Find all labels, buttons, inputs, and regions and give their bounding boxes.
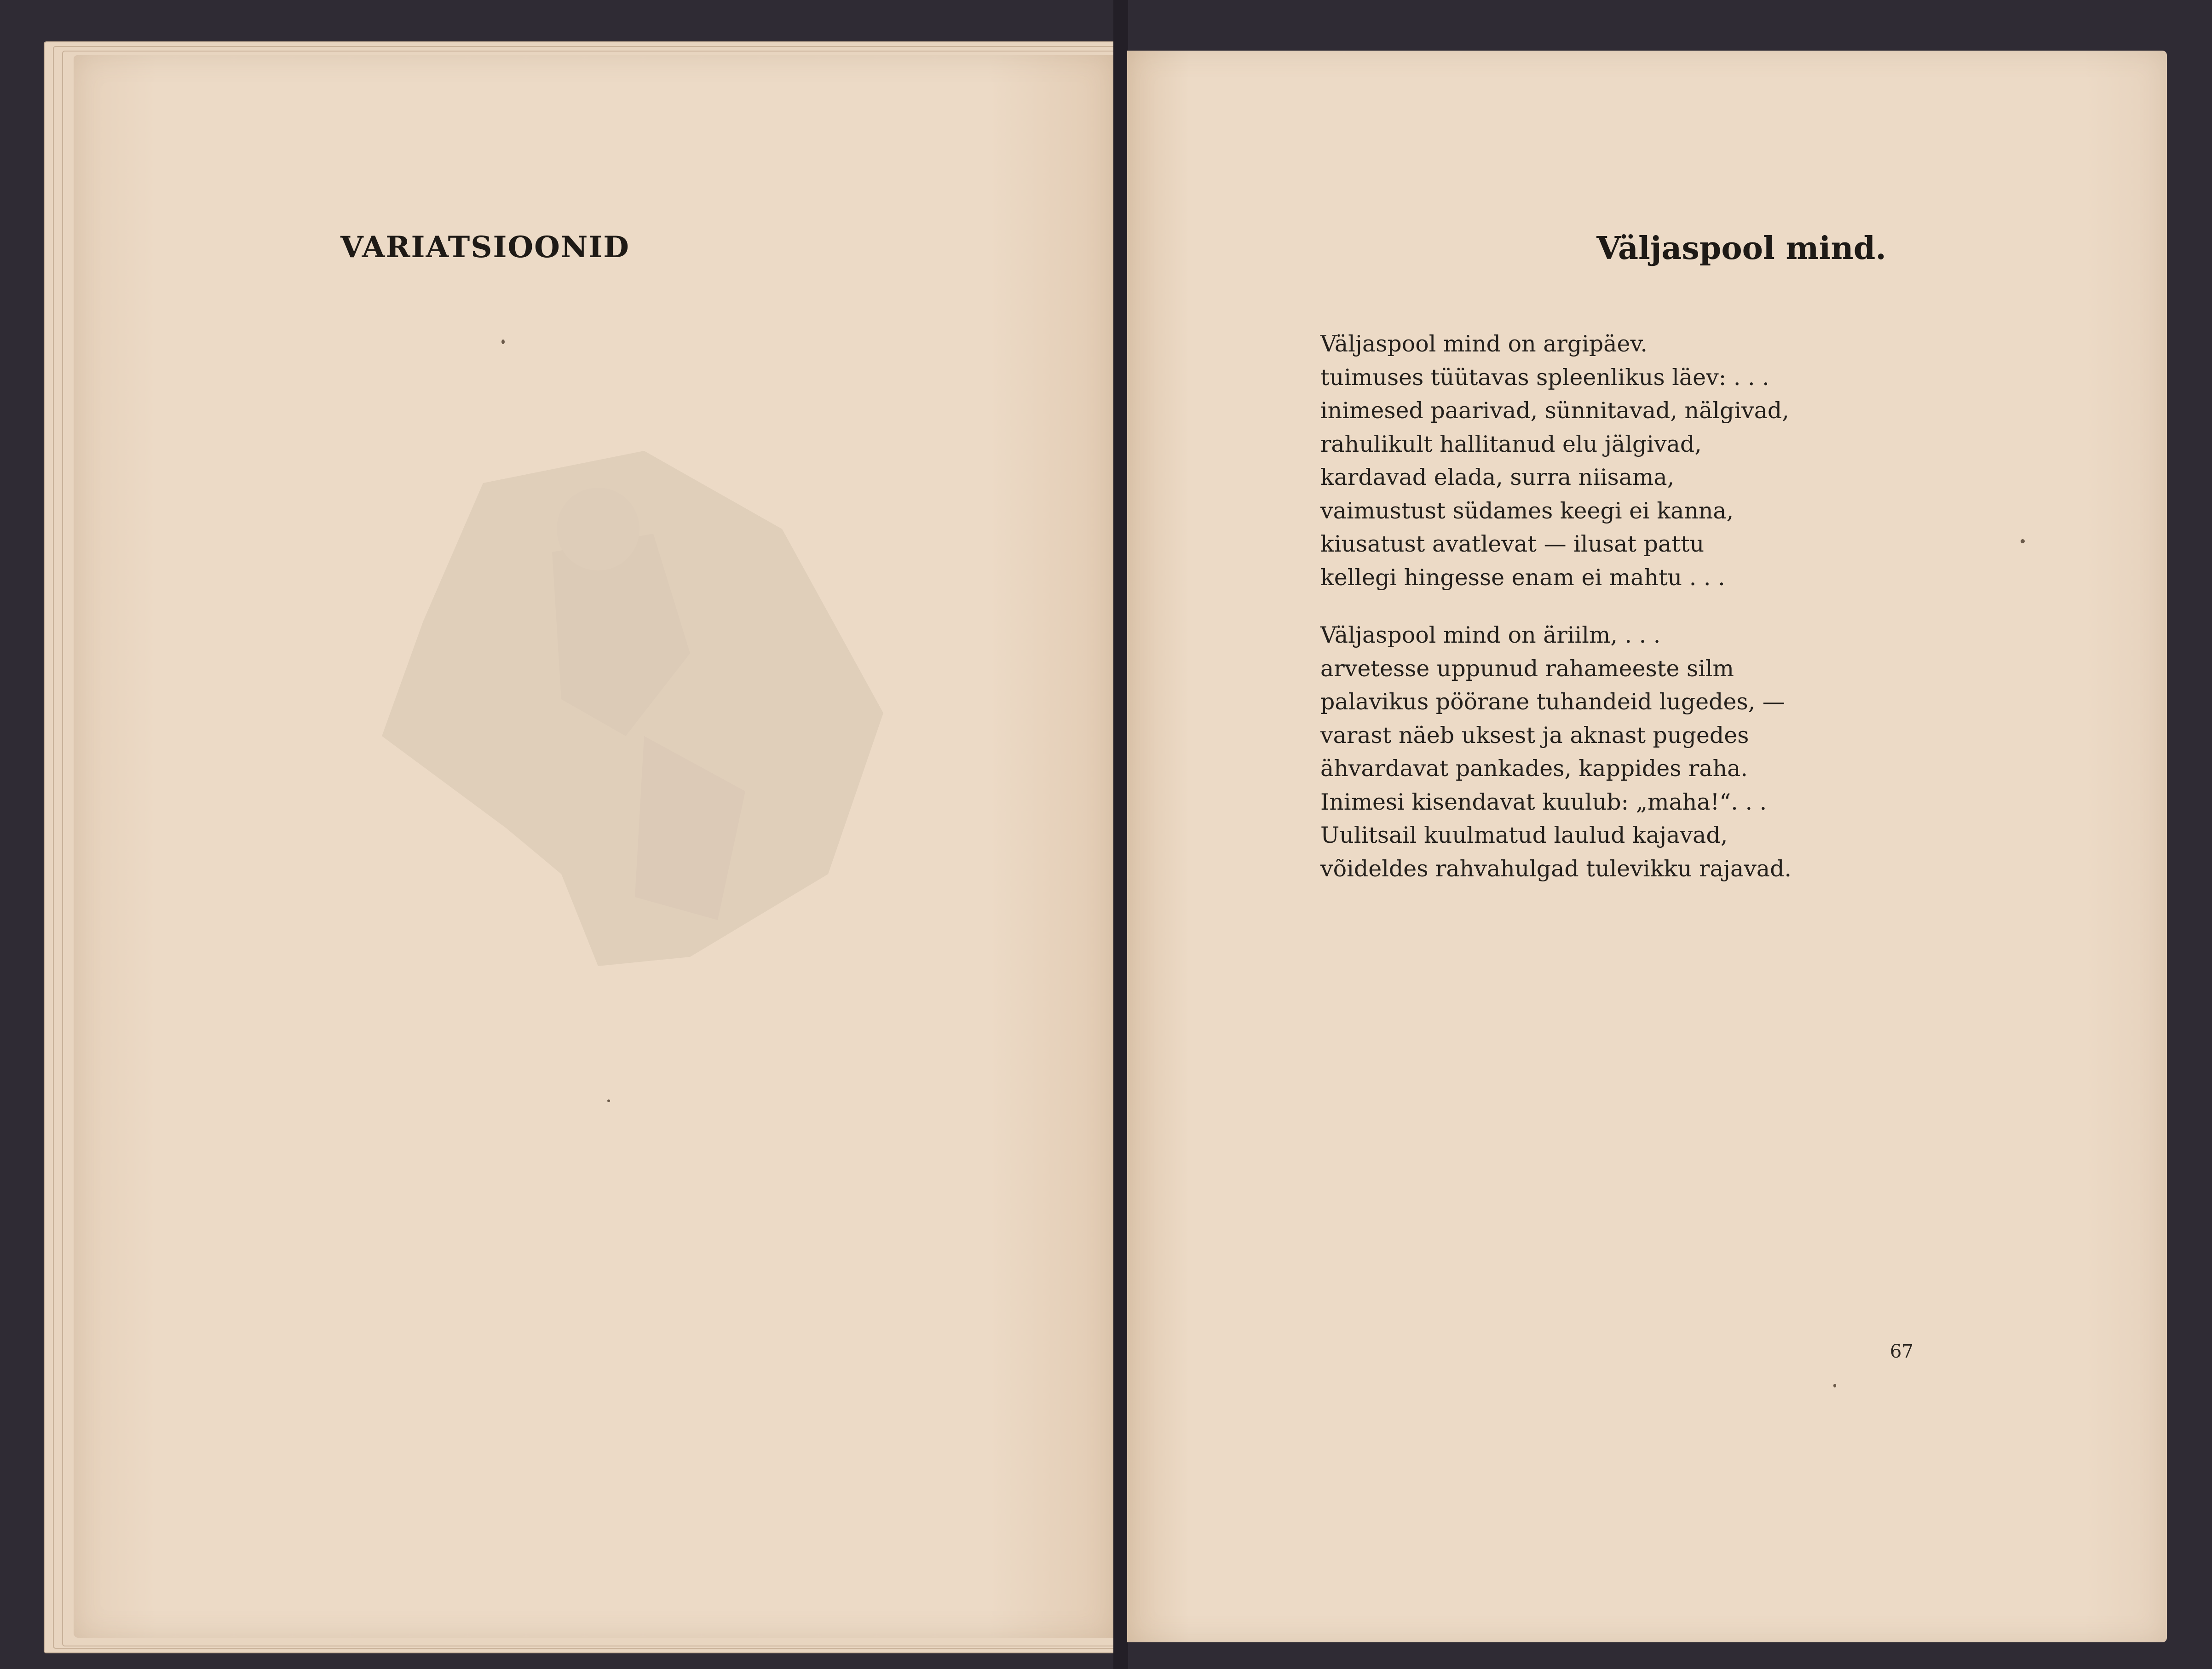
poem-line: kiusatust avatlevat — ilusat pattu — [1320, 531, 1705, 557]
poem-line: Uulitsail kuulmatud laulud kajavad, — [1320, 822, 1728, 848]
paper-speck — [501, 340, 505, 344]
poem-line: palavikus pöörane tuhandeid lugedes, — — [1320, 689, 1785, 715]
poem-line: Väljaspool mind on äriilm, . . . — [1320, 622, 1661, 648]
poem-line: võideldes rahvahulgad tulevikku rajavad. — [1320, 855, 1792, 882]
poem-line: kellegi hingesse enam ei mahtu . . . — [1320, 564, 1725, 591]
poem-line: vaimustust südames keegi ei kanna, — [1320, 497, 1734, 524]
paper-speck — [607, 1099, 610, 1102]
poem-line: Väljaspool mind on argipäev. — [1320, 331, 1647, 357]
poem-stanza-2 — [1320, 619, 1900, 886]
poem-line: arvetesse uppunud rahameeste silm — [1320, 655, 1734, 682]
poem-stanza-1 — [1320, 328, 1900, 594]
show-through-illustration — [368, 414, 897, 989]
poem-line: kardavad elada, surra niisama, — [1320, 464, 1675, 490]
paper-speck — [2021, 539, 2025, 543]
left-page-title: VARIATSIOONID — [340, 230, 630, 265]
poem-line: varast näeb uksest ja aknast pugedes — [1320, 722, 1749, 748]
poem-line: Inimesi kisendavat kuulub: „maha!“. . . — [1320, 788, 1767, 815]
poem-line: ähvardavat pankades, kappides raha. — [1320, 755, 1748, 782]
book-gutter — [1113, 0, 1128, 1669]
poem-line: tuimuses tüütavas spleenlikus läev: . . . — [1320, 364, 1769, 391]
poem-line: rahulikult hallitanud elu jälgivad, — [1320, 431, 1702, 457]
poem-title: Väljaspool mind. — [1596, 230, 1886, 267]
paper-speck — [1833, 1384, 1836, 1387]
poem-line: inimesed paarivad, sünnitavad, nälgivad, — [1320, 397, 1789, 424]
page-number: 67 — [1890, 1341, 1913, 1362]
